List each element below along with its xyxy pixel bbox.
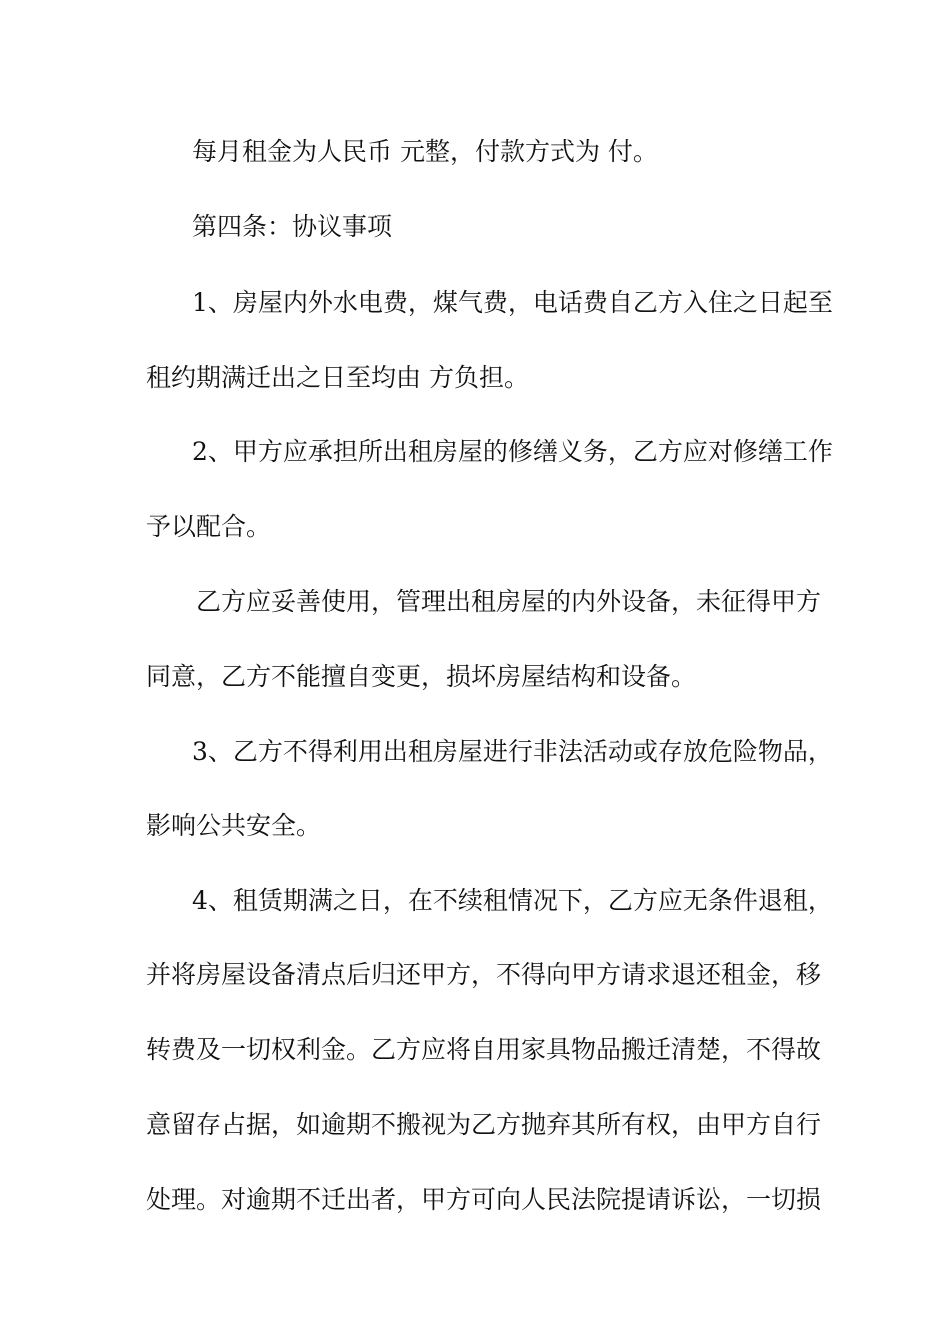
text-line-item-4-e: 处理。对逾期不迁出者，甲方可向人民法院提请诉讼，一切损 xyxy=(146,1185,822,1214)
text-line-item-3-a: 3、乙方不得利用出租房屋进行非法活动或存放危险物品， xyxy=(192,737,833,766)
text-line-rent-amount: 每月租金为人民币 元整，付款方式为 付。 xyxy=(192,137,658,166)
text-line-item-2-a: 2、甲方应承担所出租房屋的修缮义务，乙方应对修缮工作 xyxy=(192,437,833,466)
text-line-item-4-b: 并将房屋设备清点后归还甲方，不得向甲方请求退还租金，移 xyxy=(146,960,822,989)
text-line-item-4-c: 转费及一切权利金。乙方应将自用家具物品搬迁清楚，不得故 xyxy=(146,1035,822,1064)
text-line-item-3-b: 影响公共安全。 xyxy=(146,811,322,840)
text-line-item-1-b: 租约期满迁出之日至均由 方负担。 xyxy=(146,363,529,392)
text-line-item-2-d: 同意，乙方不能擅自变更，损坏房屋结构和设备。 xyxy=(146,662,697,691)
text-line-item-1-a: 1、房屋内外水电费，煤气费，电话费自乙方入住之日起至 xyxy=(192,288,833,317)
text-line-item-4-a: 4、租赁期满之日，在不续租情况下，乙方应无条件退租， xyxy=(192,886,833,915)
text-line-item-4-d: 意留存占据，如逾期不搬视为乙方抛弃其所有权，由甲方自行 xyxy=(146,1110,822,1139)
text-line-item-2-c: 乙方应妥善使用，管理出租房屋的内外设备，未征得甲方 xyxy=(196,587,822,616)
text-line-item-2-b: 予以配合。 xyxy=(146,512,272,541)
text-line-article-four-heading: 第四条：协议事项 xyxy=(192,212,393,241)
